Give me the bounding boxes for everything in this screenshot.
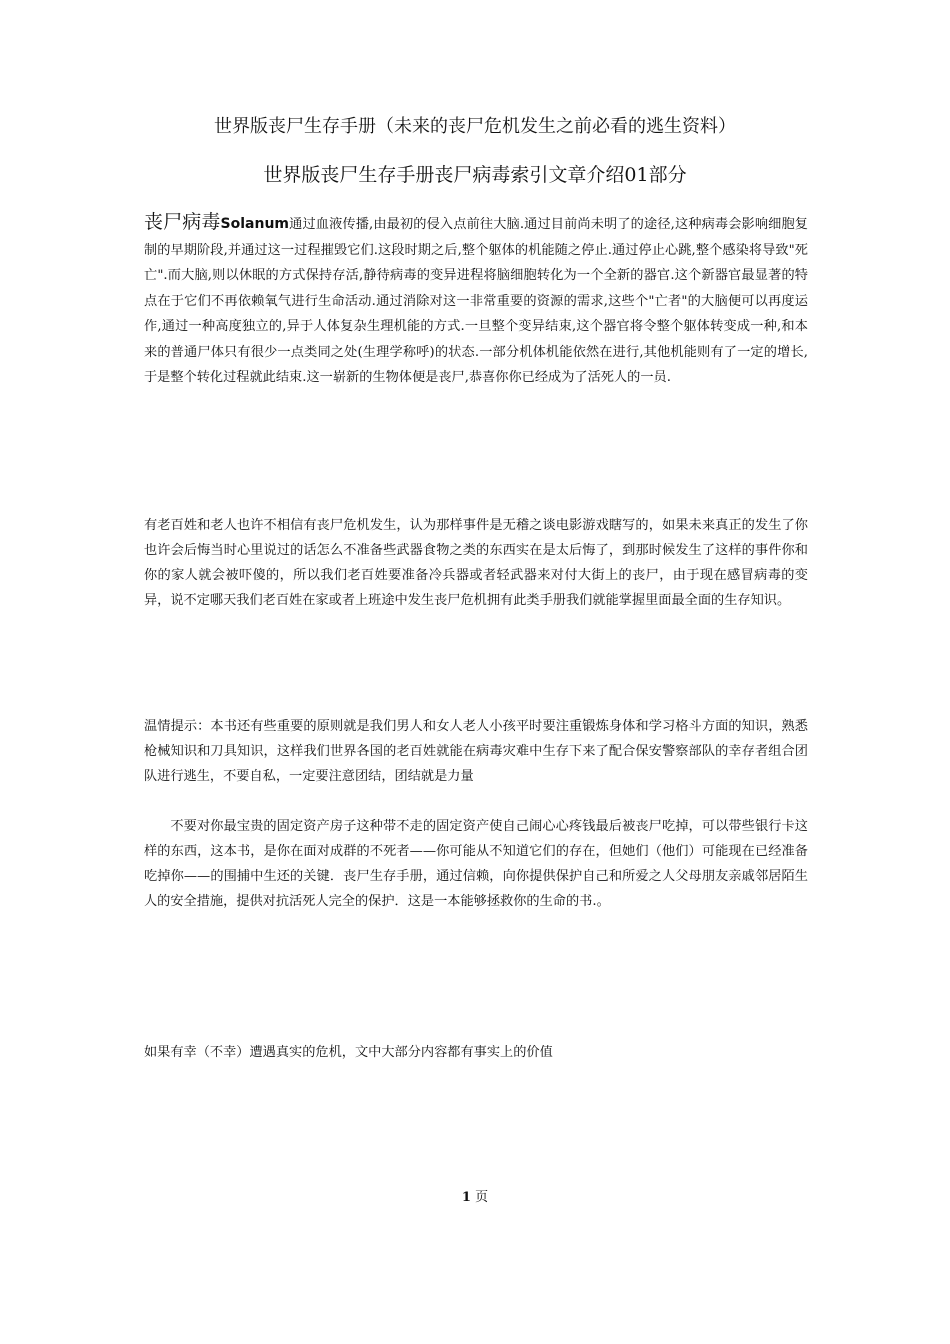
paragraph-lead-term: 丧尸病毒 [144, 211, 221, 233]
paragraph-preparation: 有老百姓和老人也许不相信有丧尸危机发生，认为那样事件是无稽之谈电影游戏瞎写的，如果未来真正的发生了你也许会后悔当时心里说过的话怎么不准备些武器食物之类的东西实在是太后悔了，到那时候发生了这样的事件你和你的家人就会被吓傻的，所以我们老百姓要准备冷兵器或者轻武器来对付大街上的丧尸，由于现在感冒病毒的变异，说不定哪天我们老百姓在家或者上班途中发生丧尸危机拥有此类手册我们就能掌握里面最全面的生存知识。 [144, 518, 808, 608]
page-unit-label: 页 [475, 1190, 489, 1205]
paragraph-property-advice: 不要对你最宝贵的固定资产房子这种带不走的固定资产使自己闹心心疼钱最后被丧尸吃掉，可以带些银行卡这样的东西，这本书，是你在面对成群的不死者——你可能从不知道它们的存在，但她们（他们）可能现在已经准备吃掉你——的围捕中生还的关键．丧尸生存手册，通过信赖，向你提供保护自己和所爱之人父母朋友亲戚邻居陌生人的安全措施，提供对抗活死人完全的保护．这是一本能够拯救你的生命的书.。 [144, 819, 808, 909]
paragraph-virus-description [144, 210, 808, 391]
solanum-term: Solanum [220, 216, 289, 232]
page-footer [0, 1188, 950, 1208]
sub-title: 世界版丧尸生存手册丧尸病毒索引文章介绍01部分 [263, 164, 687, 186]
paragraph-virus-body: 通过血液传播,由最初的侵入点前往大脑.通过目前尚未明了的途径,这种病毒会影响细胞复制的早期阶段,并通过这一过程摧毁它们.这段时期之后,整个躯体的机能随之停止.通过停止心跳,整个感染将导致"死亡".而大脑,则以休眠的方式保持存活,静待病毒的变异进程将脑细胞转化为一个全新的器官.这个新器官最显著的特点在于它们不再依赖氧气进行生命活动.通过消除对这一非常重要的资源的需求,这些个"亡者"的大脑便可以再度运作,通过一种高度独立的,异于人体复杂生理机能的方式.一旦整个变异结束,这个器官将令整个躯体转变成一种,和本来的普通尸体只有很少一点类同之处(生理学称呼)的状态.一部分机体机能依然在进行,其他机能则有了一定的增长,于是整个转化过程就此结束.这一崭新的生物体便是丧尸,恭喜你你已经成为了活死人的一员. [144, 217, 808, 385]
paragraph-warm-tip: 温情提示：本书还有些重要的原则就是我们男人和女人老人小孩平时要注重锻炼身体和学习格斗方面的知识，熟悉枪械知识和刀具知识，这样我们世界各国的老百姓就能在病毒灾难中生存下来了配合保安警察部队的幸存者组合团队进行逃生，不要自私，一定要注意团结，团结就是力量 [144, 719, 808, 784]
page-number: 1 [461, 1190, 471, 1205]
main-title: 世界版丧尸生存手册（未来的丧尸危机发生之前必看的逃生资料） [214, 116, 736, 137]
paragraph-closing: 如果有幸（不幸）遭遇真实的危机，文中大部分内容都有事实上的价值 [144, 1045, 553, 1060]
